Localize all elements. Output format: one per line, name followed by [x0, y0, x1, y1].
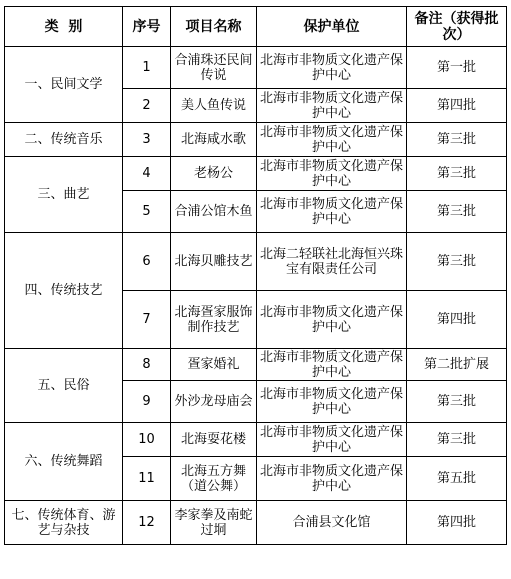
- note-cell: 第一批: [407, 47, 507, 89]
- note-cell: 第三批: [407, 381, 507, 423]
- seq-cell: 8: [123, 349, 171, 381]
- table-row: [5, 233, 507, 291]
- name-cell: 合浦公馆木鱼: [171, 191, 257, 233]
- name-cell: 老杨公: [171, 157, 257, 191]
- name-cell: 疍家婚礼: [171, 349, 257, 381]
- name-cell: 合浦珠还民间传说: [171, 47, 257, 89]
- unit-cell: 北海市非物质文化遗产保护中心: [257, 47, 407, 89]
- table-row: [5, 123, 507, 157]
- unit-cell: 北海市非物质文化遗产保护中心: [257, 157, 407, 191]
- category-cell: 四、传统技艺: [5, 233, 123, 349]
- seq-cell: 11: [123, 457, 171, 501]
- category-cell: 一、民间文学: [5, 47, 123, 123]
- note-cell: 第三批: [407, 191, 507, 233]
- header-category: 类 别: [5, 7, 123, 47]
- header-name: 项目名称: [171, 7, 257, 47]
- name-cell: 北海贝雕技艺: [171, 233, 257, 291]
- unit-cell: 北海市非物质文化遗产保护中心: [257, 457, 407, 501]
- note-cell: 第三批: [407, 157, 507, 191]
- unit-cell: 北海市非物质文化遗产保护中心: [257, 191, 407, 233]
- name-cell: 外沙龙母庙会: [171, 381, 257, 423]
- unit-cell: 北海市非物质文化遗产保护中心: [257, 89, 407, 123]
- name-cell: 李家拳及南蛇过垌: [171, 501, 257, 545]
- note-cell: 第三批: [407, 423, 507, 457]
- unit-cell: 北海市非物质文化遗产保护中心: [257, 291, 407, 349]
- name-cell: 美人鱼传说: [171, 89, 257, 123]
- seq-cell: 9: [123, 381, 171, 423]
- table-row: [5, 349, 507, 381]
- note-cell: 第四批: [407, 89, 507, 123]
- unit-cell: 北海市非物质文化遗产保护中心: [257, 123, 407, 157]
- header-unit: 保护单位: [257, 7, 407, 47]
- seq-cell: 10: [123, 423, 171, 457]
- note-cell: 第三批: [407, 123, 507, 157]
- unit-cell: 合浦县文化馆: [257, 501, 407, 545]
- table-row: [5, 423, 507, 457]
- seq-cell: 3: [123, 123, 171, 157]
- note-cell: 第二批扩展: [407, 349, 507, 381]
- note-cell: 第四批: [407, 501, 507, 545]
- seq-cell: 6: [123, 233, 171, 291]
- heritage-table: [4, 6, 507, 545]
- seq-cell: 4: [123, 157, 171, 191]
- name-cell: 北海疍家服饰制作技艺: [171, 291, 257, 349]
- category-cell: 二、传统音乐: [5, 123, 123, 157]
- header-row: [5, 7, 507, 47]
- seq-cell: 1: [123, 47, 171, 89]
- seq-cell: 12: [123, 501, 171, 545]
- seq-cell: 7: [123, 291, 171, 349]
- category-cell: 五、民俗: [5, 349, 123, 423]
- header-seq: 序号: [123, 7, 171, 47]
- category-cell: 三、曲艺: [5, 157, 123, 233]
- note-cell: 第三批: [407, 233, 507, 291]
- table-row: [5, 157, 507, 191]
- header-note: 备注（获得批次）: [407, 7, 507, 47]
- name-cell: 北海咸水歌: [171, 123, 257, 157]
- name-cell: 北海五方舞（道公舞）: [171, 457, 257, 501]
- unit-cell: 北海市非物质文化遗产保护中心: [257, 381, 407, 423]
- unit-cell: 北海二轻联社北海恒兴珠宝有限责任公司: [257, 233, 407, 291]
- seq-cell: 5: [123, 191, 171, 233]
- unit-cell: 北海市非物质文化遗产保护中心: [257, 349, 407, 381]
- category-cell: 六、传统舞蹈: [5, 423, 123, 501]
- seq-cell: 2: [123, 89, 171, 123]
- name-cell: 北海耍花楼: [171, 423, 257, 457]
- note-cell: 第五批: [407, 457, 507, 501]
- note-cell: 第四批: [407, 291, 507, 349]
- table-row: [5, 501, 507, 545]
- table-row: [5, 47, 507, 89]
- category-cell: 七、传统体育、游艺与杂技: [5, 501, 123, 545]
- unit-cell: 北海市非物质文化遗产保护中心: [257, 423, 407, 457]
